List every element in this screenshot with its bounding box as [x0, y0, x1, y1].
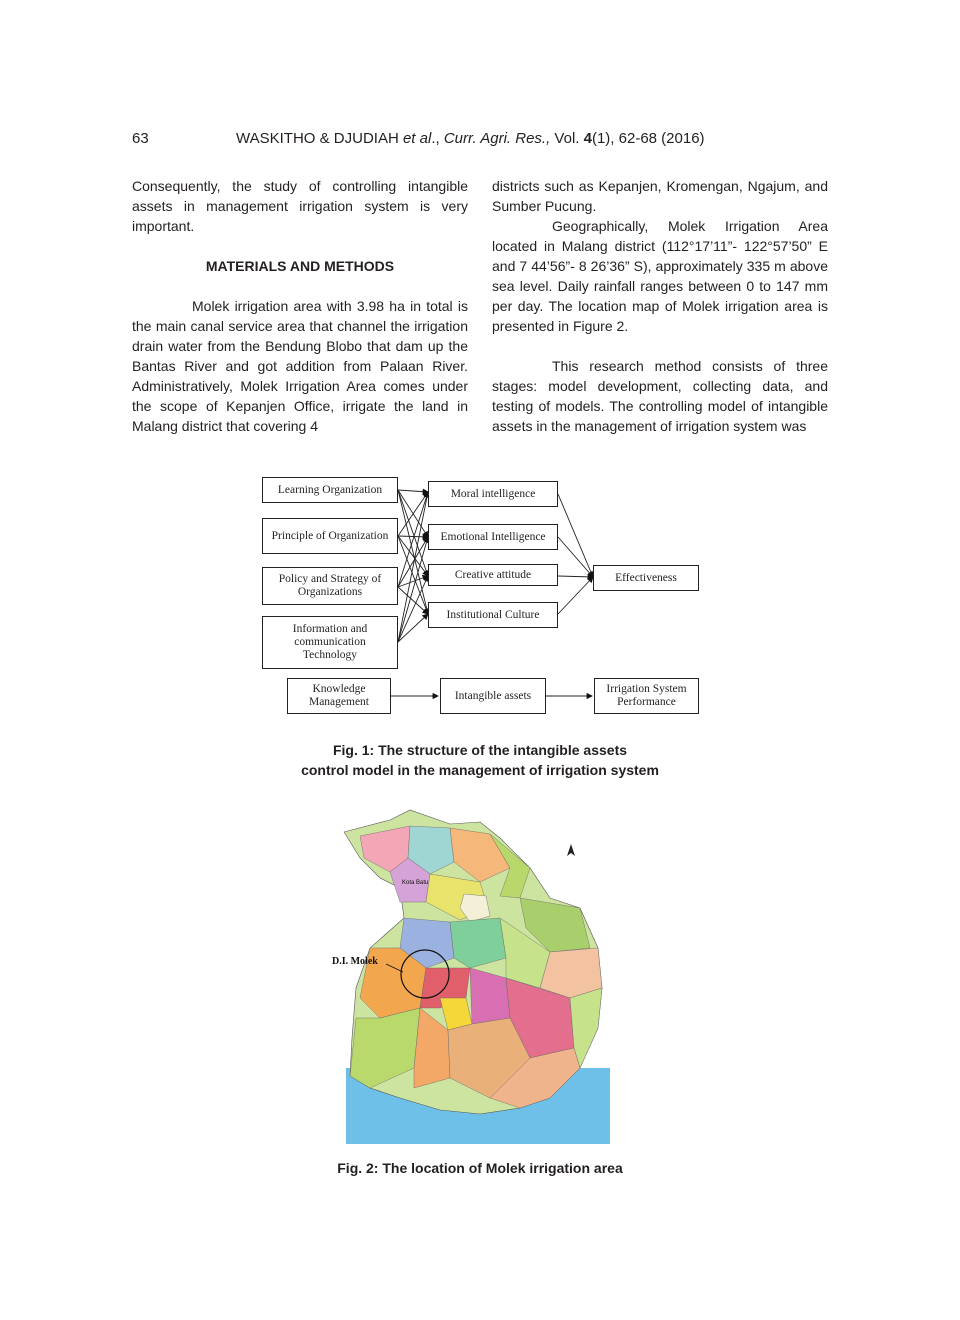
figure-2-caption: Fig. 2: The location of Molek irrigation area [337, 1160, 623, 1176]
left-paragraph-1: Consequently, the study of controlling intangible assets in management irrigation system is very important. [132, 178, 468, 234]
map-label-di-molek: D.I. Molek [332, 956, 378, 967]
page-number: 63 [132, 130, 149, 147]
map-label-kota-batu: Kota Batu [402, 880, 429, 886]
box-learning-organization: Learning Organization [262, 477, 398, 503]
box-ict: Information and communication Technology [262, 616, 398, 669]
section-heading: MATERIALS AND METHODS [205, 258, 395, 274]
left-column [132, 176, 468, 436]
box-policy-and-strategy: Policy and Strategy of Organizations [262, 567, 398, 605]
box-irrigation-system-performance: Irrigation System Performance [594, 678, 699, 714]
running-header [132, 130, 832, 152]
left-paragraph-2: Molek irrigation area with 3.98 ha in total is the main canal service area that channel the irrigation drain water from the Bendung Blobo that dam up the Bantas River and got addition from Palaan River. Administratively, Molek Irrigation Area comes under the scope of Kepanjen Office, irrigate the land in Malang district that covering 4 [132, 298, 468, 434]
box-moral-intelligence: Moral intelligence [428, 481, 558, 507]
box-principle-of-organization: Principle of Organization [262, 518, 398, 554]
figure-1-caption: Fig. 1: The structure of the intangible assets control model in the management of irrigation system [301, 742, 659, 778]
figure-1-diagram [255, 470, 715, 730]
box-institutional-culture: Institutional Culture [428, 602, 558, 628]
box-effectiveness: Effectiveness [593, 565, 699, 591]
right-paragraph-3: This research method consists of three stages: model development, collecting data, and testing of models. The controlling model of intangible assets in the management of irrigation system was [492, 358, 828, 434]
box-intangible-assets: Intangible assets [440, 678, 546, 714]
right-paragraph-1: districts such as Kepanjen, Kromengan, Ngajum, and Sumber Pucung. [492, 178, 828, 214]
right-paragraph-2: Geographically, Molek Irrigation Area located in Malang district (112°17’11”- 122°57’50” E and 7 44’56”- 8 26’36” S), approximately 335 m above sea level. Daily rainfall ranges between 0 to 147 mm per day. The location map of Molek irrigation area is presented in Figure 2. [492, 218, 828, 334]
box-knowledge-management: Knowledge Management [287, 678, 391, 714]
figure-2-map [330, 798, 612, 1146]
right-column [492, 176, 828, 436]
box-creative-attitude: Creative attitude [428, 564, 558, 586]
box-emotional-intelligence: Emotional Intelligence [428, 524, 558, 550]
running-title: WASKITHO & DJUDIAH et al., Curr. Agri. Res., Vol. 4(1), 62-68 (2016) [236, 130, 705, 147]
